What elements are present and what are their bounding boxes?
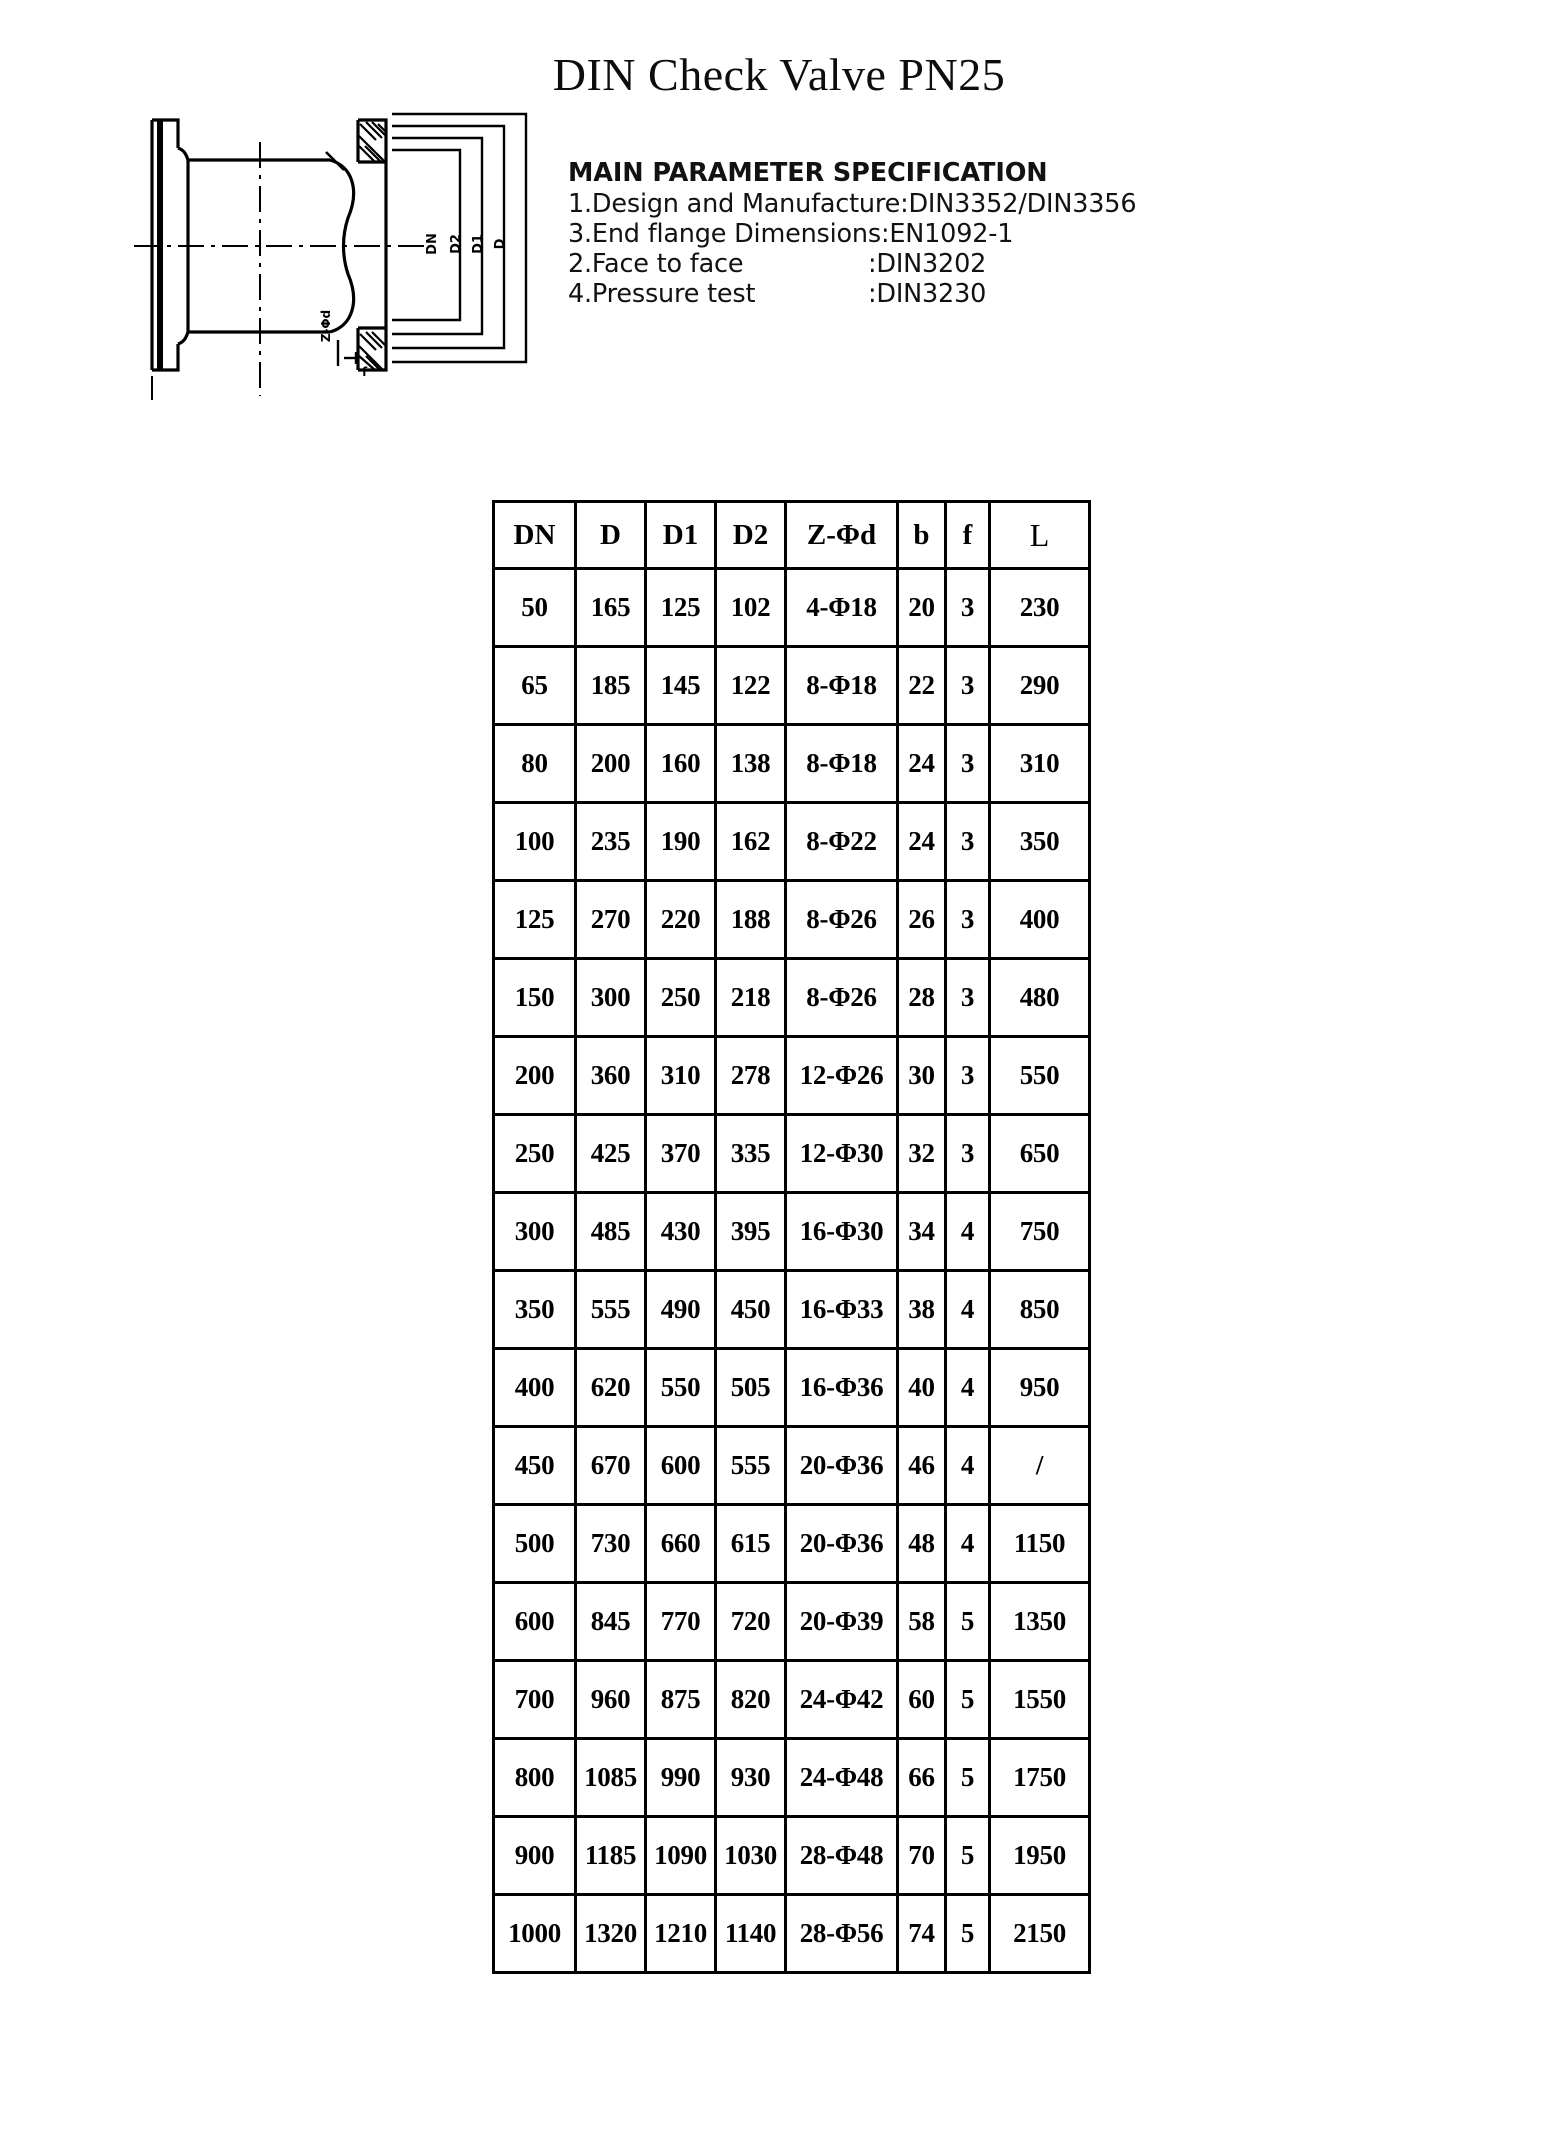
cell-d: 485 (576, 1193, 646, 1271)
dimension-table-body (494, 569, 1090, 1973)
cell-d2: 555 (716, 1427, 786, 1505)
cell-d1: 125 (646, 569, 716, 647)
spec-row-design-manufacture (568, 189, 1188, 219)
cell-l: 1150 (990, 1505, 1090, 1583)
spec-label-pressure-test: 4.Pressure test (568, 279, 756, 309)
cell-l: 950 (990, 1349, 1090, 1427)
cell-b: 48 (898, 1505, 946, 1583)
cell-b: 24 (898, 725, 946, 803)
cell-dn: 500 (494, 1505, 576, 1583)
cell-zd: 20-Φ39 (786, 1583, 898, 1661)
spec-row-pressure-test (568, 279, 1188, 309)
cell-d2: 930 (716, 1739, 786, 1817)
label-dn: DN (425, 233, 440, 255)
table-row (494, 569, 1090, 647)
cell-zd: 16-Φ36 (786, 1349, 898, 1427)
table-row (494, 959, 1090, 1037)
cell-zd: 28-Φ56 (786, 1895, 898, 1973)
cell-b: 22 (898, 647, 946, 725)
column-header-f: f (946, 502, 990, 569)
table-row (494, 1505, 1090, 1583)
cell-l: 850 (990, 1271, 1090, 1349)
cell-f: 5 (946, 1895, 990, 1973)
cell-d: 1085 (576, 1739, 646, 1817)
column-header-z-phi-d: Z-Φd (786, 502, 898, 569)
cell-dn: 150 (494, 959, 576, 1037)
spec-label-design-manufacture: 1.Design and Manufacture: (568, 189, 909, 219)
table-row (494, 1037, 1090, 1115)
cell-d2: 395 (716, 1193, 786, 1271)
cell-f: 3 (946, 1037, 990, 1115)
cell-f: 4 (946, 1505, 990, 1583)
cell-f: 5 (946, 1583, 990, 1661)
cell-d2: 335 (716, 1115, 786, 1193)
cell-d1: 550 (646, 1349, 716, 1427)
table-row (494, 881, 1090, 959)
table-row (494, 1661, 1090, 1739)
table-row (494, 647, 1090, 725)
cell-f: 3 (946, 569, 990, 647)
cell-d1: 990 (646, 1739, 716, 1817)
cell-dn: 600 (494, 1583, 576, 1661)
cell-f: 5 (946, 1739, 990, 1817)
cell-dn: 125 (494, 881, 576, 959)
cell-l: 550 (990, 1037, 1090, 1115)
spec-value-face-to-face: :DIN3202 (868, 249, 987, 279)
cell-l: / (990, 1427, 1090, 1505)
cell-b: 46 (898, 1427, 946, 1505)
cell-d: 1320 (576, 1895, 646, 1973)
table-row (494, 1895, 1090, 1973)
page-title: DIN Check Valve PN25 (552, 49, 1006, 100)
column-header-d: D (576, 502, 646, 569)
cell-f: 3 (946, 803, 990, 881)
cell-d: 360 (576, 1037, 646, 1115)
cell-zd: 8-Φ18 (786, 647, 898, 725)
cell-f: 4 (946, 1193, 990, 1271)
dimension-table (492, 500, 1091, 1974)
cell-dn: 50 (494, 569, 576, 647)
cell-l: 750 (990, 1193, 1090, 1271)
cell-dn: 350 (494, 1271, 576, 1349)
label-z-phi-d: Z-Φd (319, 309, 333, 343)
cell-d: 270 (576, 881, 646, 959)
cell-d1: 1210 (646, 1895, 716, 1973)
spec-heading: MAIN PARAMETER SPECIFICATION (568, 158, 1048, 188)
cell-d1: 160 (646, 725, 716, 803)
cell-dn: 1000 (494, 1895, 576, 1973)
cell-f: 5 (946, 1661, 990, 1739)
cell-d: 620 (576, 1349, 646, 1427)
section-hatch-upper (359, 122, 385, 162)
cell-d: 670 (576, 1427, 646, 1505)
cell-l: 2150 (990, 1895, 1090, 1973)
cell-dn: 300 (494, 1193, 576, 1271)
cell-f: 4 (946, 1349, 990, 1427)
cell-d1: 190 (646, 803, 716, 881)
cell-b: 60 (898, 1661, 946, 1739)
cell-d: 730 (576, 1505, 646, 1583)
cell-d1: 145 (646, 647, 716, 725)
cell-d2: 218 (716, 959, 786, 1037)
cell-l: 1350 (990, 1583, 1090, 1661)
cell-f: 3 (946, 881, 990, 959)
cell-l: 1950 (990, 1817, 1090, 1895)
dim-frame-d1 (392, 126, 504, 348)
table-row (494, 1427, 1090, 1505)
cell-zd: 16-Φ30 (786, 1193, 898, 1271)
cell-zd: 24-Φ42 (786, 1661, 898, 1739)
table-row (494, 1739, 1090, 1817)
cell-l: 480 (990, 959, 1090, 1037)
cell-l: 1550 (990, 1661, 1090, 1739)
cell-l: 1750 (990, 1739, 1090, 1817)
cell-d2: 615 (716, 1505, 786, 1583)
cell-dn: 65 (494, 647, 576, 725)
cell-d: 300 (576, 959, 646, 1037)
cell-d: 845 (576, 1583, 646, 1661)
cell-d: 165 (576, 569, 646, 647)
column-header-d2: D2 (716, 502, 786, 569)
cell-dn: 450 (494, 1427, 576, 1505)
cell-zd: 24-Φ48 (786, 1739, 898, 1817)
label-d2: D2 (449, 234, 464, 254)
cell-d2: 1030 (716, 1817, 786, 1895)
label-f: f (362, 365, 368, 379)
cell-dn: 200 (494, 1037, 576, 1115)
cell-d2: 1140 (716, 1895, 786, 1973)
label-d1: D1 (471, 234, 486, 254)
cell-zd: 28-Φ48 (786, 1817, 898, 1895)
table-row (494, 1271, 1090, 1349)
cell-d1: 1090 (646, 1817, 716, 1895)
table-row (494, 1349, 1090, 1427)
cell-d2: 820 (716, 1661, 786, 1739)
cell-dn: 250 (494, 1115, 576, 1193)
cell-zd: 12-Φ26 (786, 1037, 898, 1115)
table-header-row (494, 502, 1090, 569)
spec-label-face-to-face: 2.Face to face (568, 249, 744, 279)
cell-l: 650 (990, 1115, 1090, 1193)
cell-dn: 700 (494, 1661, 576, 1739)
cell-d: 960 (576, 1661, 646, 1739)
cell-d: 425 (576, 1115, 646, 1193)
cell-l: 310 (990, 725, 1090, 803)
cell-d1: 310 (646, 1037, 716, 1115)
cell-dn: 80 (494, 725, 576, 803)
cell-zd: 8-Φ26 (786, 959, 898, 1037)
cell-f: 5 (946, 1817, 990, 1895)
cell-b: 38 (898, 1271, 946, 1349)
cell-zd: 8-Φ26 (786, 881, 898, 959)
table-row (494, 803, 1090, 881)
cell-zd: 12-Φ30 (786, 1115, 898, 1193)
spec-value-design-manufacture: DIN3352/DIN3356 (908, 189, 1137, 219)
cell-d2: 162 (716, 803, 786, 881)
cell-dn: 400 (494, 1349, 576, 1427)
cell-d1: 250 (646, 959, 716, 1037)
column-header-dn: DN (494, 502, 576, 569)
cell-d1: 370 (646, 1115, 716, 1193)
cell-d2: 188 (716, 881, 786, 959)
cell-d1: 600 (646, 1427, 716, 1505)
cell-b: 58 (898, 1583, 946, 1661)
cell-b: 26 (898, 881, 946, 959)
cell-d2: 122 (716, 647, 786, 725)
column-header-l: L (990, 502, 1090, 569)
cell-d1: 220 (646, 881, 716, 959)
dimension-table-container (492, 500, 1088, 1974)
cell-f: 3 (946, 647, 990, 725)
cell-d1: 660 (646, 1505, 716, 1583)
cell-b: 40 (898, 1349, 946, 1427)
cell-d: 200 (576, 725, 646, 803)
spec-value-end-flange-dimensions: EN1092-1 (889, 219, 1014, 249)
spec-value-pressure-test: :DIN3230 (868, 279, 987, 309)
cell-zd: 16-Φ33 (786, 1271, 898, 1349)
table-row (494, 1115, 1090, 1193)
table-row (494, 1193, 1090, 1271)
cell-zd: 20-Φ36 (786, 1505, 898, 1583)
cell-d: 555 (576, 1271, 646, 1349)
cell-dn: 800 (494, 1739, 576, 1817)
cell-d: 185 (576, 647, 646, 725)
cell-b: 70 (898, 1817, 946, 1895)
cell-d: 1185 (576, 1817, 646, 1895)
table-row (494, 725, 1090, 803)
cell-zd: 8-Φ18 (786, 725, 898, 803)
cell-zd: 20-Φ36 (786, 1427, 898, 1505)
cell-d2: 720 (716, 1583, 786, 1661)
left-flange-bottom-step (152, 344, 178, 370)
spec-label-end-flange-dimensions: 3.End flange Dimensions: (568, 219, 890, 249)
cell-d1: 770 (646, 1583, 716, 1661)
cell-b: 30 (898, 1037, 946, 1115)
cell-l: 400 (990, 881, 1090, 959)
table-row (494, 1583, 1090, 1661)
cell-f: 4 (946, 1427, 990, 1505)
cell-dn: 100 (494, 803, 576, 881)
cell-b: 20 (898, 569, 946, 647)
cell-f: 3 (946, 959, 990, 1037)
spec-row-face-to-face (568, 249, 1188, 279)
cell-d2: 138 (716, 725, 786, 803)
cell-d1: 490 (646, 1271, 716, 1349)
cell-d2: 102 (716, 569, 786, 647)
cell-l: 290 (990, 647, 1090, 725)
cell-d2: 278 (716, 1037, 786, 1115)
cell-b: 28 (898, 959, 946, 1037)
left-flange-top-step (152, 120, 178, 148)
cell-b: 32 (898, 1115, 946, 1193)
cell-d2: 450 (716, 1271, 786, 1349)
column-header-b: b (898, 502, 946, 569)
main-parameter-specification (568, 158, 1188, 309)
cell-d1: 875 (646, 1661, 716, 1739)
cell-l: 230 (990, 569, 1090, 647)
cell-d2: 505 (716, 1349, 786, 1427)
cell-zd: 4-Φ18 (786, 569, 898, 647)
spec-row-end-flange-dimensions (568, 219, 1188, 249)
cell-f: 3 (946, 725, 990, 803)
cell-l: 350 (990, 803, 1090, 881)
cell-dn: 900 (494, 1817, 576, 1895)
cell-d: 235 (576, 803, 646, 881)
cell-b: 66 (898, 1739, 946, 1817)
label-d: D (493, 238, 508, 250)
cell-f: 4 (946, 1271, 990, 1349)
cell-b: 74 (898, 1895, 946, 1973)
cell-b: 34 (898, 1193, 946, 1271)
cell-f: 3 (946, 1115, 990, 1193)
table-row (494, 1817, 1090, 1895)
cell-b: 24 (898, 803, 946, 881)
cell-zd: 8-Φ22 (786, 803, 898, 881)
column-header-d1: D1 (646, 502, 716, 569)
cell-d1: 430 (646, 1193, 716, 1271)
